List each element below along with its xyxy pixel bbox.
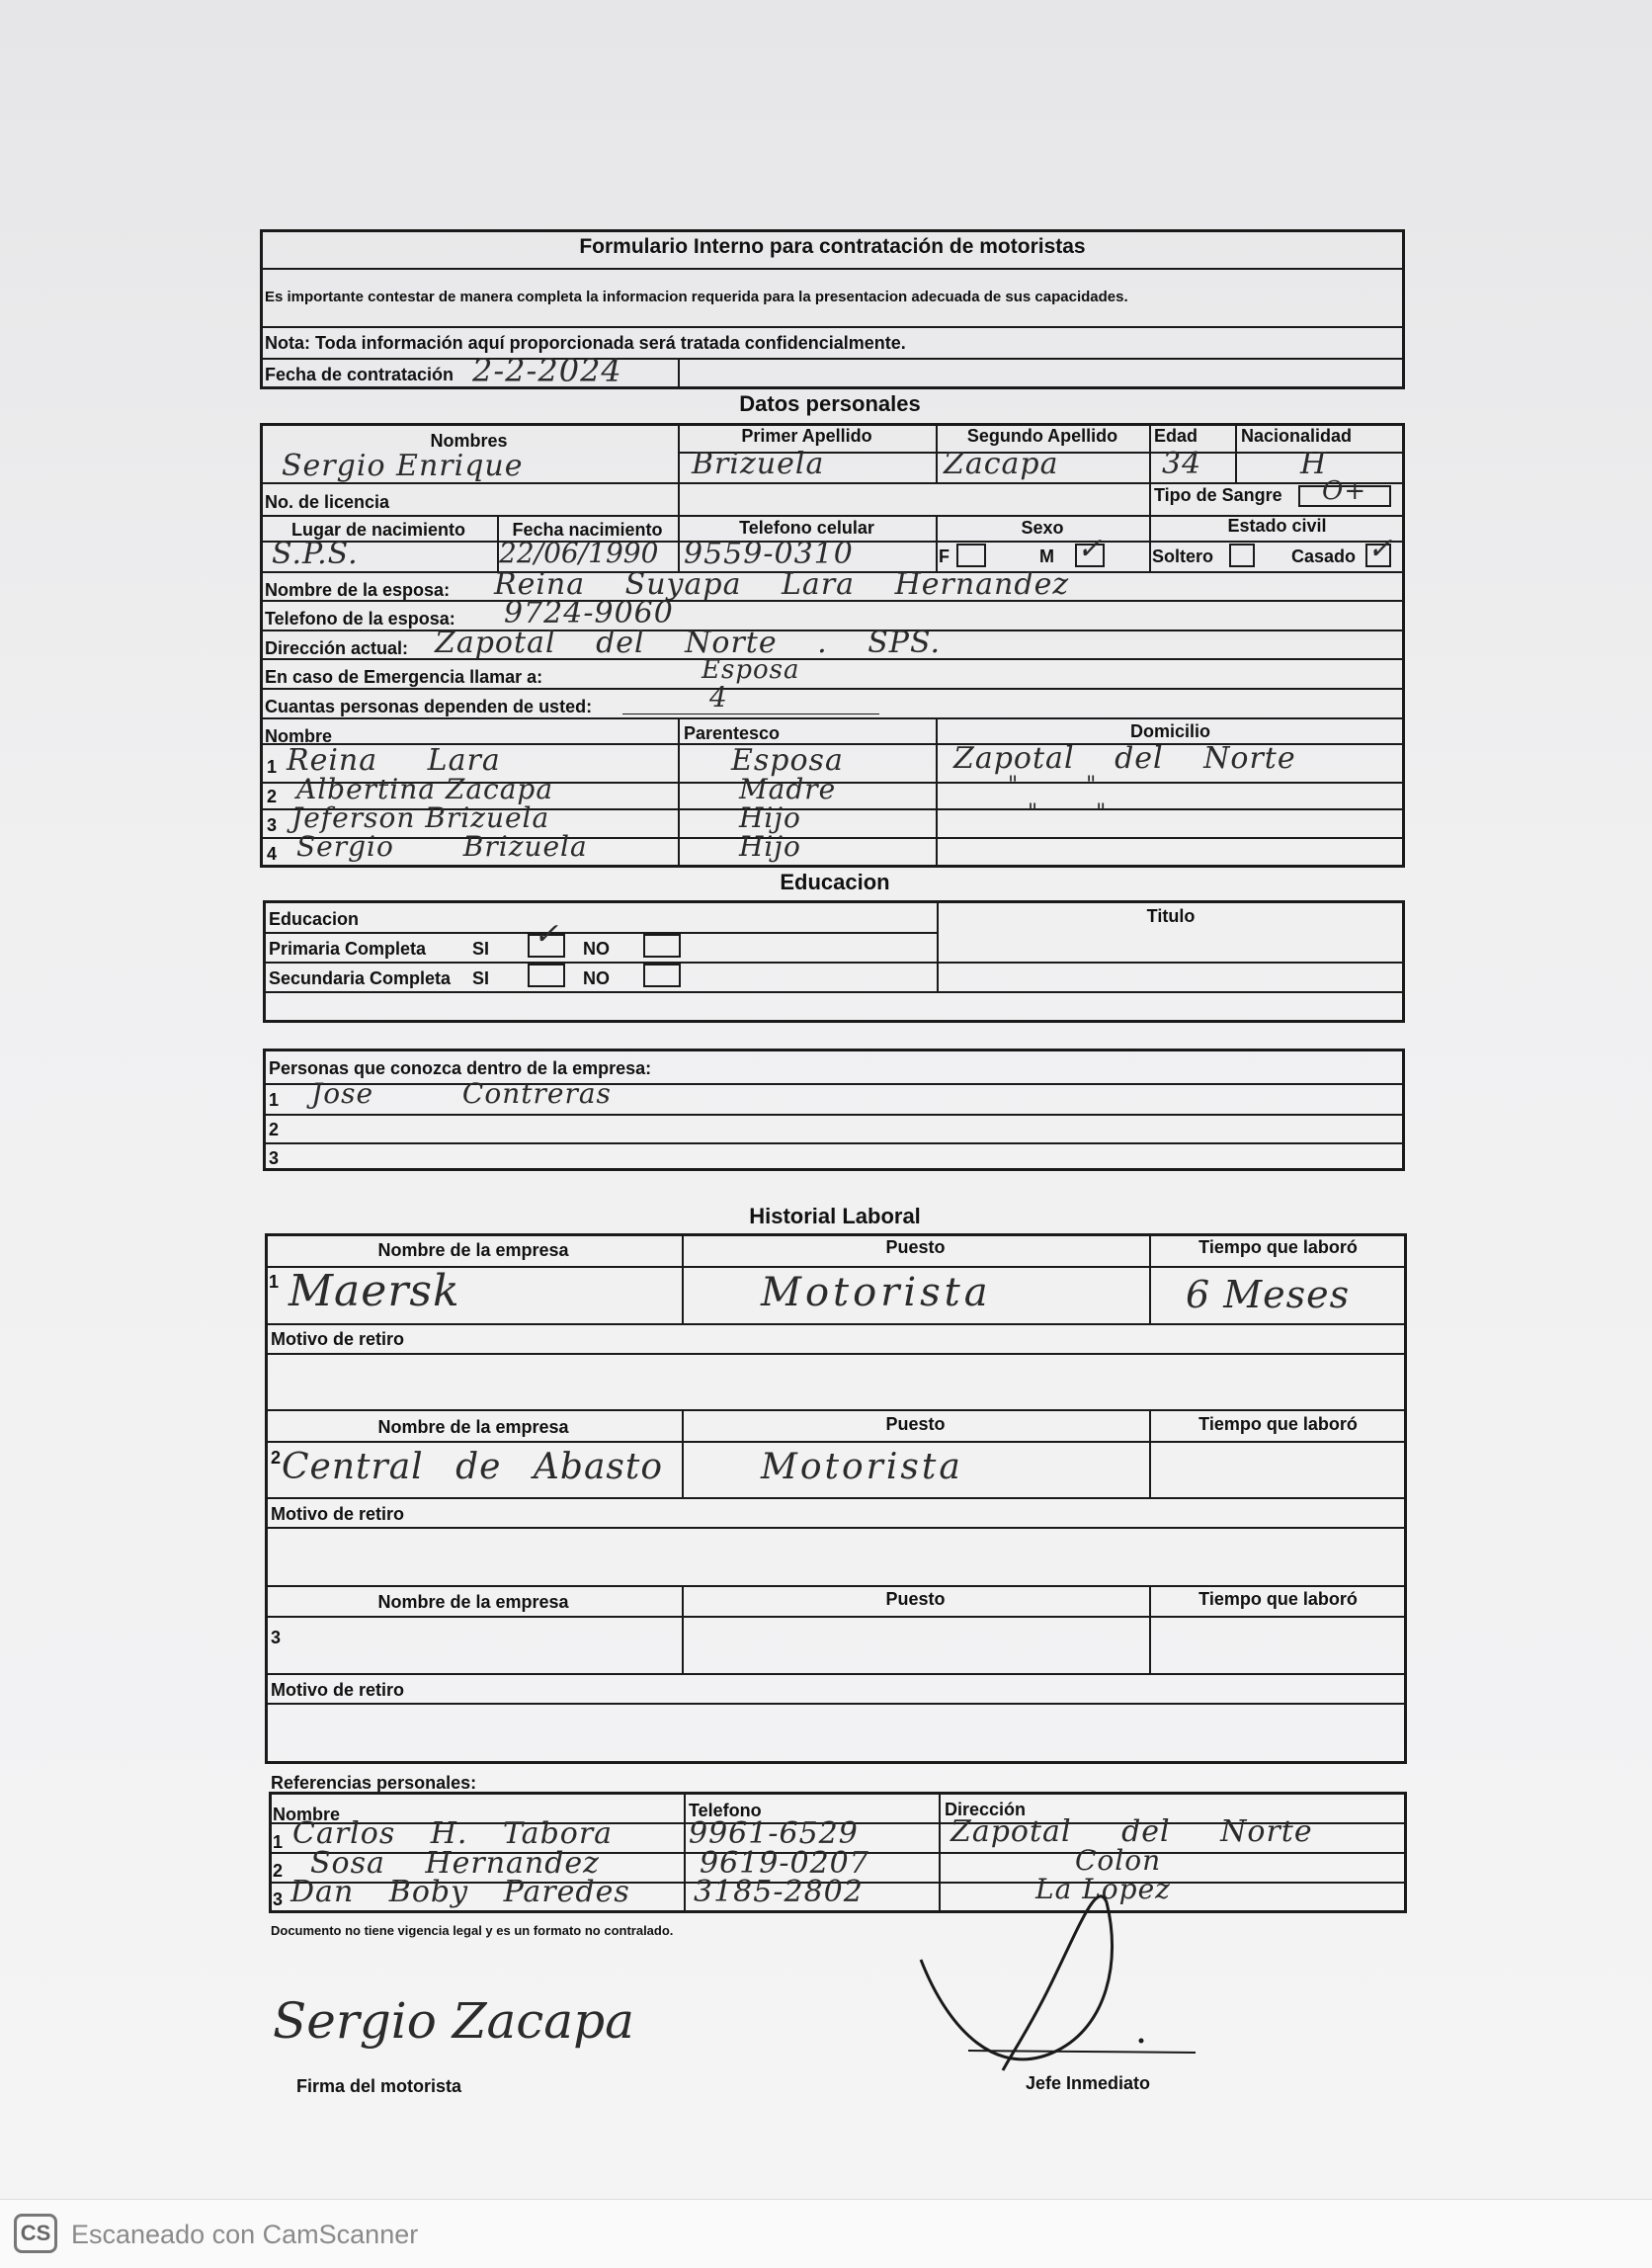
h-primer-apellido: Primer Apellido <box>741 426 872 446</box>
esposa-label: Nombre de la esposa: <box>265 580 451 600</box>
primer-apellido-value: Brizuela <box>692 447 825 481</box>
casado-label: Casado <box>1291 546 1357 566</box>
job-2-h-puesto: Puesto <box>885 1414 946 1434</box>
dep-h-domicilio: Domicilio <box>1129 721 1210 741</box>
edu-primaria-no-checkbox[interactable] <box>643 934 681 958</box>
nombres-value: Sergio Enrique <box>282 449 524 483</box>
edu-h-titulo: Titulo <box>1146 906 1196 926</box>
known-row-3-n: 3 <box>269 1148 280 1168</box>
nacionalidad-value: H <box>1300 447 1328 481</box>
h-fecha-nac: Fecha nacimiento <box>512 520 663 540</box>
job-1-tiempo: 6 Meses <box>1186 1273 1351 1316</box>
job-1-puesto: Motorista <box>761 1270 992 1315</box>
sexo-m-mark: ✓ <box>1077 532 1104 566</box>
dep-row-3-domicilio: " " <box>1028 800 1108 825</box>
dep-row-2-domicilio: " " <box>1008 773 1098 798</box>
job-1-n: 1 <box>269 1272 280 1292</box>
ref-row-2-n: 2 <box>273 1861 284 1881</box>
scanner-footer <box>0 2199 1652 2268</box>
edu-secundaria-no-checkbox[interactable] <box>643 964 681 987</box>
dep-h-parentesco: Parentesco <box>684 723 781 743</box>
dep-row-4-nombre: Sergio Brizuela <box>296 830 588 863</box>
form-title: Formulario Interno para contratación de motoristas <box>579 235 1086 258</box>
dep-row-1-domicilio: Zapotal del Norte <box>953 741 1296 776</box>
emergencia-label: En caso de Emergencia llamar a: <box>265 667 543 687</box>
tel-esposa-value: 9724-9060 <box>504 596 674 630</box>
job-3-h-empresa: Nombre de la empresa <box>377 1592 569 1612</box>
job-1-h-empresa: Nombre de la empresa <box>377 1240 569 1260</box>
edu-h-educacion: Educacion <box>269 909 360 929</box>
job-1-h-puesto: Puesto <box>885 1237 946 1257</box>
known-row-2-n: 2 <box>269 1120 280 1139</box>
esposa-value: Reina Suyapa Lara Hernandez <box>494 567 1070 602</box>
job-2-h-tiempo: Tiempo que laboró <box>1198 1414 1358 1434</box>
dep-row-4-n: 4 <box>267 844 278 864</box>
lugar-nac-value: S.P.S. <box>272 537 359 571</box>
boss-signature-label: Jefe Inmediato <box>1026 2073 1151 2093</box>
h-sexo: Sexo <box>1021 518 1064 538</box>
h-lugar-nac: Lugar de nacimiento <box>290 520 466 540</box>
edu-secundaria-label: Secundaria Completa <box>269 968 452 988</box>
edu-secundaria-si-label: SI <box>472 968 490 988</box>
licencia-label: No. de licencia <box>265 492 390 512</box>
driver-signature: Sergio Zacapa <box>273 1992 634 2050</box>
job-3-h-tiempo: Tiempo que laboró <box>1198 1589 1358 1609</box>
hire-date-value: 2-2-2024 <box>472 352 622 389</box>
references-label: Referencias personales: <box>271 1773 477 1793</box>
dependen-label: Cuantas personas dependen de usted: <box>265 697 593 716</box>
emergencia-value: Esposa <box>702 655 800 685</box>
h-telefono: Telefono celular <box>739 518 874 538</box>
job-3-motivo-label: Motivo de retiro <box>271 1680 405 1700</box>
ref-row-3-telefono: 3185-2802 <box>694 1875 864 1909</box>
sexo-f-checkbox[interactable] <box>956 544 986 567</box>
direccion-value: Zapotal del Norte . SPS. <box>435 626 941 660</box>
ref-row-1-telefono: 9961-6529 <box>689 1816 859 1851</box>
job-2-puesto: Motorista <box>761 1447 963 1487</box>
tipo-sangre-value: O+ <box>1322 476 1367 506</box>
casado-mark: ✓ <box>1367 532 1394 566</box>
ref-h-nombre: Nombre <box>273 1805 341 1824</box>
hire-date-label: Fecha de contratación <box>265 365 454 384</box>
ref-row-1-n: 1 <box>273 1832 284 1852</box>
job-1-h-tiempo: Tiempo que laboró <box>1198 1237 1358 1257</box>
education-section-title: Educacion <box>780 870 890 894</box>
boss-signature-scribble <box>909 1883 1235 2080</box>
h-segundo-apellido: Segundo Apellido <box>966 426 1118 446</box>
ref-row-3-direccion: La Lopez <box>1035 1873 1171 1905</box>
job-1-empresa: Maersk <box>289 1266 460 1316</box>
edu-primaria-si-label: SI <box>472 939 490 959</box>
form-intro: Es importante contestar de manera completa la informacion requerida para la presentacion adecuada de sus capacidades. <box>265 289 1128 305</box>
personal-section-title: Datos personales <box>739 391 921 416</box>
dependen-value: 4 <box>709 681 728 714</box>
telefono-value: 9559-0310 <box>684 537 854 571</box>
h-nacionalidad: Nacionalidad <box>1241 426 1353 446</box>
h-nombres: Nombres <box>430 431 508 451</box>
h-estado-civil: Estado civil <box>1227 516 1327 536</box>
dep-row-1-n: 1 <box>267 757 278 777</box>
dep-row-3-nombre: Jeferson Brizuela <box>291 801 550 834</box>
dep-row-1-parentesco: Esposa <box>731 743 844 778</box>
ref-h-telefono: Telefono <box>689 1801 762 1820</box>
edu-primaria-no-label: NO <box>583 939 610 959</box>
segundo-apellido-value: Zacapa <box>944 447 1059 481</box>
ref-row-2-telefono: 9619-0207 <box>700 1846 869 1881</box>
ref-row-1-direccion: Zapotal del Norte <box>950 1814 1313 1849</box>
job-3-n: 3 <box>271 1628 282 1647</box>
dep-row-3-n: 3 <box>267 815 278 835</box>
tipo-sangre-label: Tipo de Sangre <box>1154 485 1282 505</box>
ref-row-2-nombre: Sosa Hernandez <box>310 1846 600 1881</box>
ref-row-3-n: 3 <box>273 1890 284 1909</box>
camscanner-logo-icon: CS <box>14 2214 57 2253</box>
edu-secundaria-si-checkbox[interactable] <box>528 964 565 987</box>
job-2-h-empresa: Nombre de la empresa <box>377 1417 569 1437</box>
work-section-title: Historial Laboral <box>749 1204 921 1228</box>
dep-row-1-nombre: Reina Lara <box>287 743 501 778</box>
camscanner-text: Escaneado con CamScanner <box>71 2220 419 2249</box>
sexo-f-label: F <box>939 546 950 566</box>
fecha-nac-value: 22/06/1990 <box>499 537 659 569</box>
job-2-motivo-label: Motivo de retiro <box>271 1504 405 1524</box>
edu-secundaria-no-label: NO <box>583 968 610 988</box>
known-row-1-n: 1 <box>269 1090 280 1110</box>
known-label: Personas que conozca dentro de la empresa: <box>269 1058 652 1078</box>
dep-row-2-parentesco: Madre <box>739 773 837 805</box>
known-row-1-value: Jose Contreras <box>311 1077 612 1110</box>
soltero-label: Soltero <box>1152 546 1214 566</box>
dep-h-nombre: Nombre <box>265 726 333 746</box>
edad-value: 34 <box>1162 447 1202 481</box>
ref-row-2-direccion: Colon <box>1075 1844 1162 1877</box>
dep-row-4-parentesco: Hijo <box>739 830 801 863</box>
edu-primaria-si-mark: ✓ <box>534 917 560 952</box>
direccion-label: Dirección actual: <box>265 638 409 658</box>
form-note: Nota: Toda información aquí proporcionada será tratada confidencialmente. <box>265 333 906 353</box>
disclaimer: Documento no tiene vigencia legal y es un formato no contralado. <box>271 1923 674 1938</box>
tel-esposa-label: Telefono de la esposa: <box>265 609 455 629</box>
job-2-empresa: Central de Abasto <box>282 1447 664 1487</box>
edu-primaria-label: Primaria Completa <box>269 939 427 959</box>
dep-row-3-parentesco: Hijo <box>739 801 801 834</box>
job-2-n: 2 <box>271 1448 282 1468</box>
job-3-h-puesto: Puesto <box>885 1589 946 1609</box>
h-edad: Edad <box>1154 426 1198 446</box>
soltero-checkbox[interactable] <box>1229 544 1255 567</box>
ref-row-1-nombre: Carlos H. Tabora <box>292 1816 614 1851</box>
dep-row-2-nombre: Albertina Zacapa <box>296 773 554 805</box>
ref-h-direccion: Dirección <box>945 1800 1027 1819</box>
dep-row-2-n: 2 <box>267 787 278 806</box>
ref-row-3-nombre: Dan Boby Paredes <box>290 1875 630 1909</box>
job-1-motivo-label: Motivo de retiro <box>271 1329 405 1349</box>
driver-signature-label: Firma del motorista <box>296 2076 462 2096</box>
sexo-m-label: M <box>1039 546 1054 566</box>
